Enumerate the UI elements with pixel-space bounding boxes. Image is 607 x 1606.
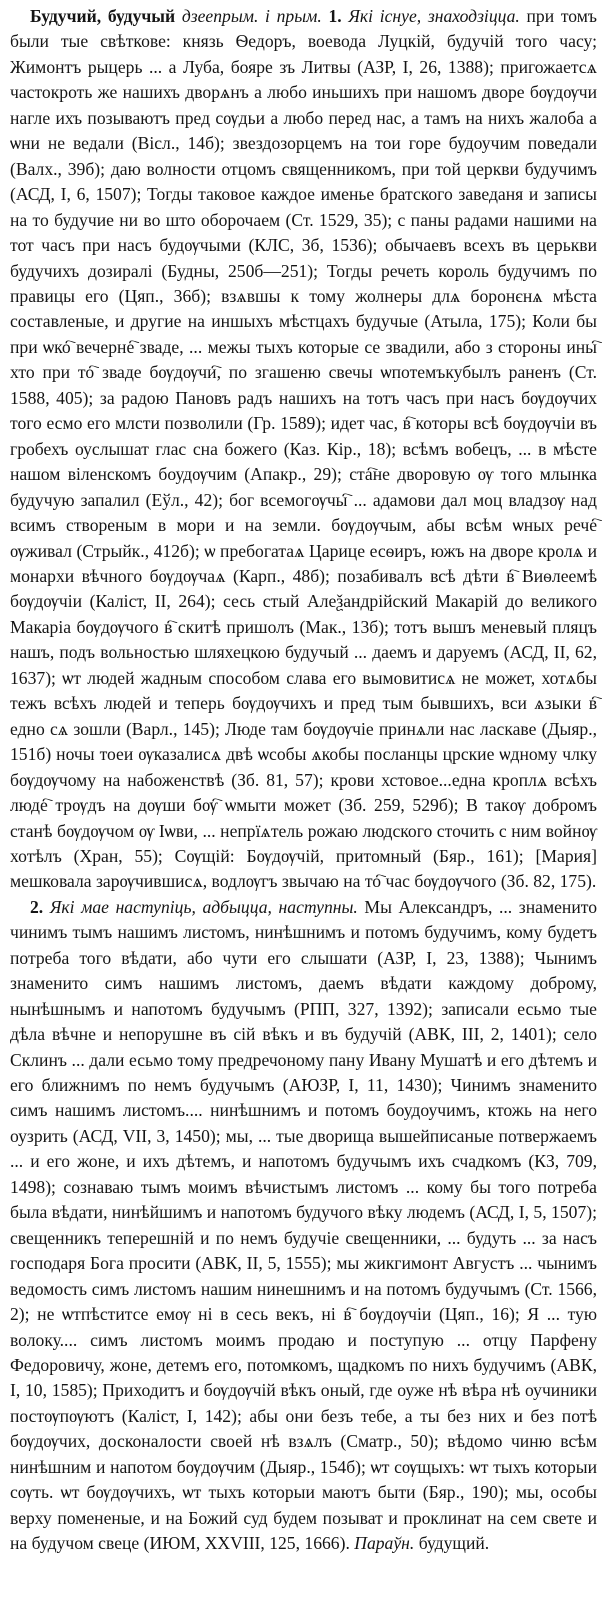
sense-2-paragraph xyxy=(10,895,597,1557)
sense-1-citations: при томъ были тые свѣткове: князь Ѳедоръ, воевода Луцкій, будучій того часу; Жимонтъ рыцерь ... а Луба, бояре зъ Литвы (АЗР, I, 26, 1388); пригожаетсѧ частокроть же нашихъ дворѧнъ а любо иньшихъ при нашомъ дворе бѹдѹчи нагле ихъ позываютъ пред сѹдьи а любо перед нас, а тамъ на нихъ жалоба а ѡни не ведали (Віcл., 14б); звездозорцемъ на тои горе будоучим поведали (Валх., 39б); даю волности отцомъ священникомъ, при той церкви будучимъ (АСД, I, 6, 1507); Тогды таковое каждое именье братского заведаня и записы на то будучие ни во што оборочаем (Ст. 1529, 35); с паны радами нашими на тот часъ при насъ будѹчыми (КЛС, 3б, 1536); обычаевъ всехъ въ церькви будучихъ дозиралі (Будны, 250б—251); Тогды речеть король будучимъ по правицы его (Цяп., 36б); взѧвшы к тому жолнеры длѧ боронєнѧ мѣста составленые, и другие на иншыхъ мѣстцахъ будучые (Атыла, 175); Коли бы при ѡко҇ вечерне҇ зваде, ... межы тыхъ которые се звадили, або з стороны ины҇ хто при то҇ зваде бѹдѹчи҇, по згашеню свечы ѡпотемъкубылъ раненъ (Ст. 1588, 405); за радою Пановъ радъ нашихъ на тотъ часъ при насъ бѹдѹчих того есмо его млсти позволили (Гр. 1589); идет час, в҇ которы всѣ бѹдѹчіи въ гробехъ оуслышат глас сна божего (Каз. Кір., 18); всѣмъ вобецъ, ... в мѣсте нашом віленскомъ боудѹчим (Апакр., 29); ста҇не дворовую ѹ того млынка будучую запалил (Еўл., 42); бог всемогѹчы҇ ... адамови дал моц владзѹ над всимъ створеным в мори и на земли. бѹдѹчым, абы всѣм ѡных рече҇ ѹживал (Стрыйк., 412б); ѡ пребогатаѧ Царице есѳиръ, южъ на дворе кролѧ и монархи вѣчного бѹдѹчаѧ (Карп., 48б); позабивалъ всѣ дѣти в҇ Виѳлеемѣ бѹдѹчіи (Каліст, II, 264); сесь стый Алеѯандрійский Макарій до великого Макаріа бѹдѹчого в҇ скитѣ пришолъ (Мак., 13б); тотъ вышъ меневый пляцъ нашъ, подъ вольностью шляхецкою будучый ... даемъ и даруемъ (АСД, II, 62, 1637); ѡт людей жадным способом слава его вымовитисѧ не может, хотѧбы тежъ всѣхъ людей и теперь бѹдѹчихъ и пред тым бывшихъ, вси ѧзыки в҇ едно сѧ зошли (Варл., 145); Люде там бѹдѹчіе принѧли нас ласкаве (Дыяр., 151б) ночы тоеи ѹказалисѧ двѣ ѡсобы ѧкобы посланцы црские ѡдному члку бѹдѹчому на набоженствѣ (Зб. 81, 57); крови хстовое...една кроплѧ всѣхъ люде҇ трѹдъ на дѹши бѹ҇ ѡмыти может (Зб. 259, 529б); В такѹ добромъ станѣ бѹдѹчом ѹ Іѡви, ... непрїѧтель рожаю людского сточить с ним войнѹ хотѣлъ (Хран, 55); Сѹщій: Бѹдѹчій, притомный (Бяр., 161); [Мария] мешковала зарѹчившисѧ, водлѹгъ звычаю на то҇ час бѹдѹчого (Зб. 82, 175). xyxy=(10,6,597,892)
cross-reference-label: Параўн. xyxy=(354,1533,415,1554)
grammar-label: дзеепрым. і прым. xyxy=(181,6,322,26)
sense-1-definition: Які існуе, знаходзіцца. xyxy=(348,6,520,26)
headword: Будучий, будучый xyxy=(30,6,176,26)
sense-1-paragraph xyxy=(10,4,597,895)
sense-2-definition: Які мае наступіць, адбыцца, наступны. xyxy=(49,896,358,917)
sense-2-number: 2. xyxy=(30,896,44,917)
dictionary-entry xyxy=(10,4,597,1557)
cross-reference-target: будущий. xyxy=(418,1533,490,1554)
sense-2-citations: Мы Александръ, ... знаменито чинимъ тымъ нашимъ листомъ, нинѣшнимъ и потомъ будучимъ, кому будетъ потреба того вѣдати, або чути его слышати (АЗР, I, 23, 1388); Чынимъ знаменито симъ нашимъ листомъ, даемъ вѣдати каждому доброму, нынѣшнымъ и напотомъ будучымъ (РПП, 327, 1392); записали есьмо тые дѣла вѣчне и непорушне въ сій вѣкъ и въ будучій (АВК, III, 2, 1401); село Склинъ ... дали есьмо тому предречоному пану Ивану Мушатѣ и его дѣтемъ и его ближнимъ по немъ будучымъ (АЮЗР, I, 11, 1430); Чинимъ знаменито симъ нашимъ листомъ.... нинѣшнимъ и потомъ боудоучимъ, ктожь на него оузрить (АСД, VII, 3, 1450); мы, ... тые дворища вышейписаные потвержаемъ ... и его жоне, и ихъ дѣтемъ, и напотомъ будучымъ ихъ счадкомъ (КЗ, 709, 1498); сознаваю тымъ моимъ вѣчистымъ листомъ ... кому бы того потреба была вѣдати, нинѣйшимъ и напотомъ будучого вѣку людемъ (АСД, I, 5, 1507); свещенникъ теперешній и по немъ будучіе свещенники, ... будуть ... за насъ господаря Бога просити (АВК, II, 5, 1555); мы жикгимонт Августъ ... чынимъ ведомость симъ листомъ нашим нинешнимъ и на потомъ будучымъ (Ст. 1566, 2); не ѡтпѣститсе емѹ ні в сесь векъ, ні в҇ бѹдѹчіи (Цяп., 16); Я ... тую волоку.... симъ листомъ моимъ продаю и поступую ... отцу Парфену Федоровичу, жоне, детемъ его, потомкомъ, щадкомъ по нихъ будучимъ (АВК, I, 10, 1585); Приходитъ и бѹдѹчій вѣкъ оный, где оуже нѣ вѣра нѣ оучиники постѹпѹютъ (Каліст, I, 142); абы они безъ тебе, а ты без них и без потѣ бѹдѹчих, досконалости своей нѣ взѧлъ (Сматр., 50); вѣдомо чиню всѣм нинѣшним и напотом бѹдѹчим (Дыяр., 154б); ѡт сѹщыхъ: ѡт тыхъ которыи сѹть. ѡт бѹдѹчихъ, ѡт тыхъ которыи маютъ быти (Бяр., 190); мы, особы верху помененые, и на Божий суд будем позыват и проклинат на сем свете и на будучом свеце (ИЮМ, XXVIII, 125, 1666). xyxy=(10,896,598,1554)
sense-1-number: 1. xyxy=(328,6,342,26)
